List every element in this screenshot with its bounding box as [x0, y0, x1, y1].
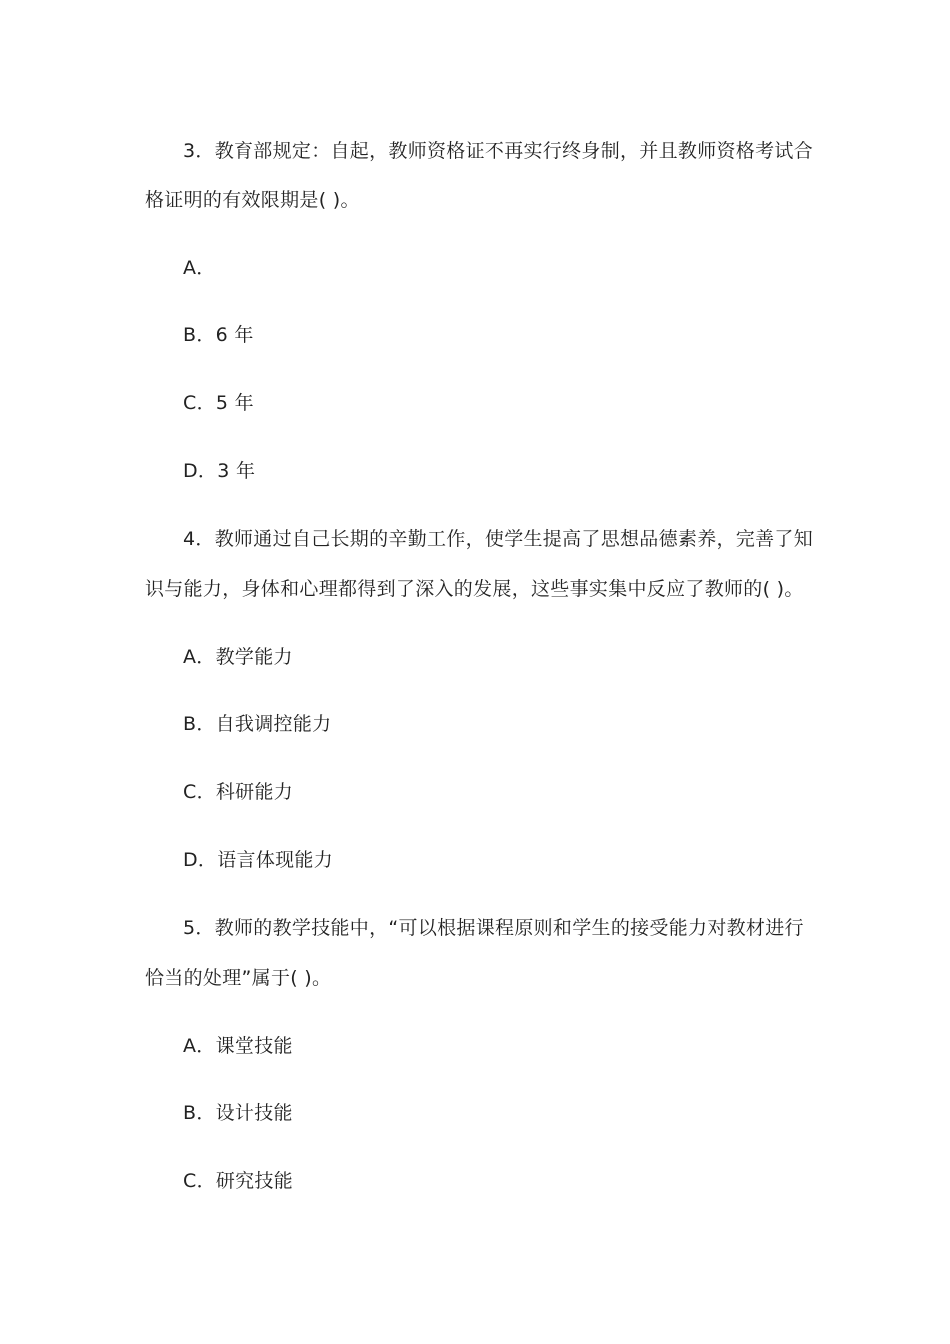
- question-3-text-line-1: 3．教育部规定：自起，教师资格证不再实行终身制，并且教师资格考试合: [183, 140, 813, 162]
- question-3-option-b: B．6 年: [183, 324, 254, 346]
- question-5-text-line-1: 5．教师的教学技能中，“可以根据课程原则和学生的接受能力对教材进行: [183, 917, 804, 939]
- question-4-text-line-2: 识与能力，身体和心理都得到了深入的发展，这些事实集中反应了教师的( )。: [145, 578, 804, 600]
- question-4-option-d: D．语言体现能力: [183, 849, 334, 871]
- question-3-option-a: A．: [183, 257, 216, 279]
- question-4-option-c: C．科研能力: [183, 781, 294, 803]
- question-4-text-line-1: 4．教师通过自己长期的辛勤工作，使学生提高了思想品德素养，完善了知: [183, 528, 813, 550]
- question-5-text-line-2: 恰当的处理”属于( )。: [145, 967, 332, 989]
- question-3-text-line-2: 格证明的有效限期是( )。: [145, 189, 360, 211]
- question-4-option-b: B．自我调控能力: [183, 713, 332, 735]
- question-4-option-a: A．教学能力: [183, 646, 293, 668]
- question-5-option-a: A．课堂技能: [183, 1035, 293, 1057]
- question-3-option-c: C．5 年: [183, 392, 254, 414]
- question-5-option-c: C．研究技能: [183, 1170, 294, 1192]
- question-5-option-b: B．设计技能: [183, 1102, 293, 1124]
- question-3-option-d: D．3 年: [183, 460, 256, 482]
